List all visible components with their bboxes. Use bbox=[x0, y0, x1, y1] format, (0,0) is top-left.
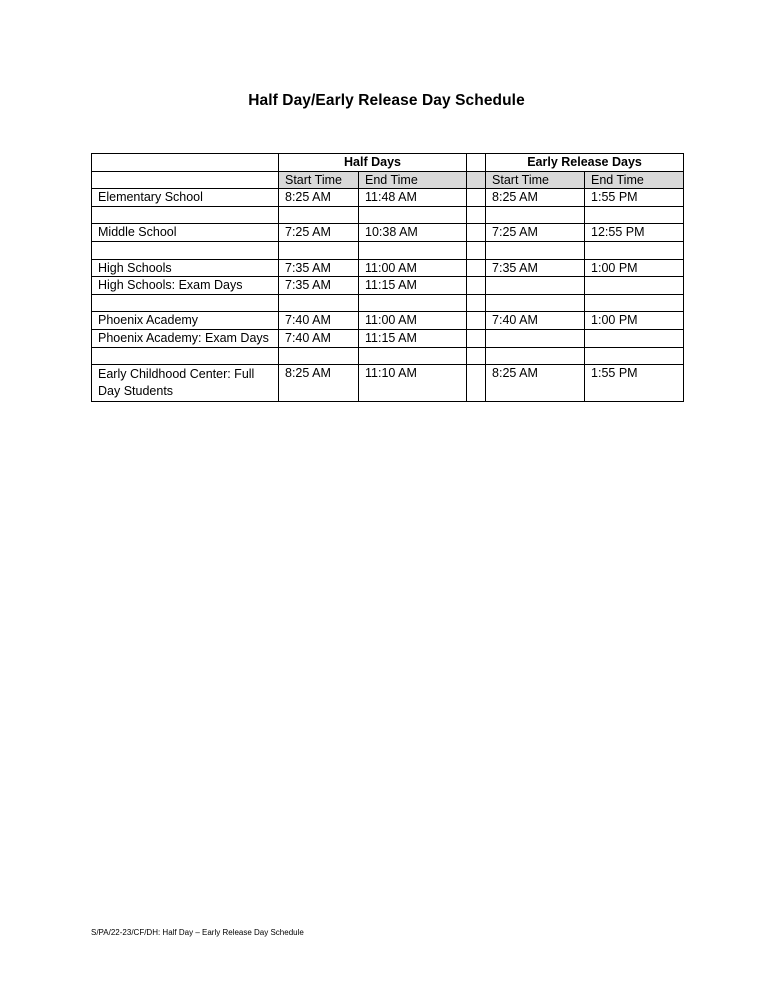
school-name: High Schools bbox=[92, 259, 279, 277]
blank-cell bbox=[467, 241, 486, 259]
school-name: Phoenix Academy bbox=[92, 312, 279, 330]
spacer-cell bbox=[467, 312, 486, 330]
early-release-start-header: Start Time bbox=[486, 171, 585, 189]
early-release-end-header: End Time bbox=[585, 171, 684, 189]
school-name: Early Childhood Center: Full Day Students bbox=[92, 365, 279, 402]
blank-row bbox=[92, 206, 684, 224]
early-release-start: 7:25 AM bbox=[486, 224, 585, 242]
school-name: Elementary School bbox=[92, 189, 279, 207]
half-days-end-header: End Time bbox=[359, 171, 467, 189]
spacer-cell bbox=[467, 365, 486, 402]
early-release-days-header: Early Release Days bbox=[486, 154, 684, 172]
early-release-end: 1:55 PM bbox=[585, 189, 684, 207]
blank-cell bbox=[467, 294, 486, 312]
half-days-start-header: Start Time bbox=[279, 171, 359, 189]
blank-cell bbox=[486, 347, 585, 365]
blank-cell bbox=[486, 206, 585, 224]
early-release-start bbox=[486, 329, 585, 347]
blank-row bbox=[92, 294, 684, 312]
early-release-end bbox=[585, 329, 684, 347]
blank-cell bbox=[279, 206, 359, 224]
early-release-start: 7:35 AM bbox=[486, 259, 585, 277]
half-day-end: 11:00 AM bbox=[359, 312, 467, 330]
half-day-start: 8:25 AM bbox=[279, 365, 359, 402]
footer-reference: S/PA/22-23/CF/DH: Half Day – Early Release Day Schedule bbox=[91, 928, 304, 937]
early-release-end: 12:55 PM bbox=[585, 224, 684, 242]
school-name: High Schools: Exam Days bbox=[92, 277, 279, 295]
early-release-end bbox=[585, 277, 684, 295]
school-name: Middle School bbox=[92, 224, 279, 242]
early-release-end: 1:00 PM bbox=[585, 259, 684, 277]
blank-row bbox=[92, 347, 684, 365]
spacer-cell bbox=[467, 154, 486, 172]
half-day-end: 11:00 AM bbox=[359, 259, 467, 277]
spacer-cell bbox=[467, 189, 486, 207]
half-day-start: 7:40 AM bbox=[279, 312, 359, 330]
early-release-start: 8:25 AM bbox=[486, 189, 585, 207]
spacer-cell bbox=[467, 171, 486, 189]
corner-cell bbox=[92, 154, 279, 172]
blank-row bbox=[92, 241, 684, 259]
spacer-cell bbox=[467, 277, 486, 295]
blank-cell bbox=[279, 241, 359, 259]
blank-cell bbox=[467, 347, 486, 365]
corner-cell bbox=[92, 171, 279, 189]
blank-cell bbox=[359, 241, 467, 259]
blank-cell bbox=[486, 241, 585, 259]
table-row bbox=[92, 329, 684, 347]
half-day-start: 7:25 AM bbox=[279, 224, 359, 242]
half-day-end: 11:15 AM bbox=[359, 329, 467, 347]
blank-cell bbox=[92, 206, 279, 224]
blank-cell bbox=[467, 206, 486, 224]
blank-cell bbox=[279, 294, 359, 312]
blank-cell bbox=[92, 294, 279, 312]
early-release-end: 1:55 PM bbox=[585, 365, 684, 402]
early-release-start: 7:40 AM bbox=[486, 312, 585, 330]
blank-cell bbox=[585, 241, 684, 259]
table-row bbox=[92, 189, 684, 207]
sub-header-row bbox=[92, 171, 684, 189]
blank-cell bbox=[359, 347, 467, 365]
half-day-start: 7:40 AM bbox=[279, 329, 359, 347]
half-days-header: Half Days bbox=[279, 154, 467, 172]
early-release-start: 8:25 AM bbox=[486, 365, 585, 402]
early-release-start bbox=[486, 277, 585, 295]
half-day-end: 11:10 AM bbox=[359, 365, 467, 402]
school-name: Phoenix Academy: Exam Days bbox=[92, 329, 279, 347]
spacer-cell bbox=[467, 259, 486, 277]
blank-cell bbox=[359, 294, 467, 312]
spacer-cell bbox=[467, 224, 486, 242]
page-title: Half Day/Early Release Day Schedule bbox=[248, 92, 525, 109]
spacer-cell bbox=[467, 329, 486, 347]
blank-cell bbox=[585, 347, 684, 365]
half-day-end: 11:15 AM bbox=[359, 277, 467, 295]
table-row bbox=[92, 224, 684, 242]
table-row bbox=[92, 259, 684, 277]
table-row bbox=[92, 365, 684, 402]
blank-cell bbox=[92, 241, 279, 259]
schedule-table bbox=[91, 153, 684, 402]
blank-cell bbox=[359, 206, 467, 224]
blank-cell bbox=[279, 347, 359, 365]
table-row bbox=[92, 312, 684, 330]
blank-cell bbox=[92, 347, 279, 365]
half-day-start: 7:35 AM bbox=[279, 259, 359, 277]
table-row bbox=[92, 277, 684, 295]
half-day-end: 10:38 AM bbox=[359, 224, 467, 242]
group-header-row bbox=[92, 154, 684, 172]
half-day-start: 8:25 AM bbox=[279, 189, 359, 207]
blank-cell bbox=[585, 206, 684, 224]
half-day-start: 7:35 AM bbox=[279, 277, 359, 295]
half-day-end: 11:48 AM bbox=[359, 189, 467, 207]
blank-cell bbox=[585, 294, 684, 312]
early-release-end: 1:00 PM bbox=[585, 312, 684, 330]
blank-cell bbox=[486, 294, 585, 312]
